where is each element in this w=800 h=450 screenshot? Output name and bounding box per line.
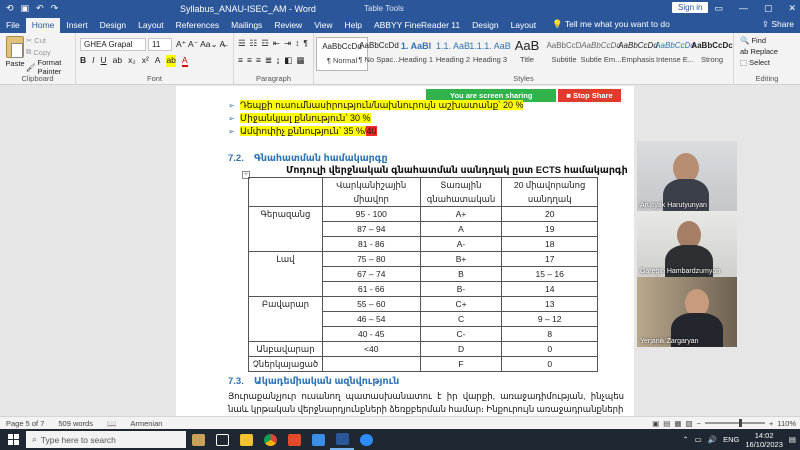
align-right-icon[interactable]: ≡ (255, 55, 261, 65)
style-heading-3[interactable]: 1.1.1. AaB Heading 3 (469, 41, 511, 64)
word-icon[interactable] (330, 429, 354, 450)
input-language[interactable]: ENG (723, 435, 740, 444)
tray-expand-icon[interactable]: ⌃ (682, 435, 689, 444)
share-button[interactable]: ⇪ Share (761, 19, 794, 29)
title-bar (0, 0, 800, 17)
grade-label-cell: Լավ (249, 252, 323, 297)
shading-icon[interactable]: ◧ (284, 55, 293, 65)
find-button[interactable]: 🔍 Find (740, 36, 767, 45)
participant-name: Garegin Hambardzumyan (640, 268, 721, 275)
paragraph-group (234, 33, 314, 85)
format-painter-button[interactable]: 🖌 Format Painter (26, 58, 62, 76)
search-icon: ⌕ (32, 434, 37, 444)
styles-group (314, 33, 734, 85)
share-icon: ⇪ (761, 19, 772, 29)
font-color-icon[interactable]: A (181, 55, 188, 65)
grade-label-cell: Անբավարար (249, 342, 323, 357)
participant-name: Arusyak Harutyunyan (640, 202, 707, 209)
document-page[interactable] (176, 86, 634, 416)
font-family-select[interactable]: GHEA Grapal (80, 38, 146, 51)
table-cell: C- (420, 327, 502, 342)
style-strong[interactable]: AaBbCcDc Strong (691, 41, 733, 64)
participant-video[interactable] (637, 211, 737, 277)
table-caption: Մոդուլի վերջնական գնահատման սանդղակ ըստ ECTS համակարգի (286, 165, 628, 176)
focus-icon[interactable]: ▣ (652, 418, 660, 428)
table-row (249, 207, 598, 222)
table-header-row (249, 178, 598, 207)
media-app-icon[interactable] (282, 429, 306, 450)
table-cell: B (420, 267, 502, 282)
replace-icon: ab (740, 47, 751, 56)
justify-icon[interactable]: ≣ (264, 55, 273, 65)
style-title[interactable]: AaB Title (514, 38, 540, 64)
decrease-indent-icon[interactable]: ⇤ (272, 38, 280, 48)
style-intense-emphasis[interactable]: AaBbCcDd Intense E... (655, 41, 695, 64)
tab-view[interactable]: View (314, 20, 333, 30)
body-paragraph: Յուրաքանչյուր ուսանող պատասխանատու է իր վարքի, առաջադիմության, ինչպես նաև կրթական վերջնարդյունքների ձեռքբերման համար։ Ինքուրույն առաջադրանքների (228, 391, 624, 414)
table-cell: 87 – 94 (322, 222, 420, 237)
font-group (76, 33, 234, 85)
zoom-out-icon[interactable]: − (696, 418, 701, 428)
table-cell: 0 (502, 342, 598, 357)
bullet-icon: ➢ (228, 114, 235, 123)
taskbar-search[interactable]: ⌕ Type here to search (26, 431, 186, 448)
tell-me-search[interactable]: 💡 Tell me what you want to do (552, 19, 670, 29)
window-controls (714, 3, 796, 14)
task-view-icon[interactable] (210, 429, 234, 450)
increase-indent-icon[interactable]: ⇥ (284, 38, 292, 48)
tab-insert[interactable]: Insert (66, 20, 88, 30)
table-cell: A+ (420, 207, 502, 222)
paragraph-row-2 (238, 55, 304, 66)
table-cell: <40 (322, 342, 420, 357)
section-heading: 7.2. Գնահատման համակարգը (228, 153, 388, 164)
align-center-icon[interactable]: ≡ (246, 55, 252, 65)
notifications-icon[interactable]: ▤ (788, 435, 796, 444)
sort-icon[interactable]: ↕ (295, 38, 300, 48)
table-cell: 40 - 45 (322, 327, 420, 342)
style-normal[interactable]: AaBbCcDd ¶ Normal (316, 37, 368, 71)
table-cell: B- (420, 282, 502, 297)
context-tab-label: Table Tools (364, 4, 404, 13)
style-no-spacing[interactable]: AaBbCcDd ¶ No Spac... (358, 41, 400, 64)
strikethrough-icon[interactable]: ab (112, 55, 123, 65)
superscript-icon[interactable]: x² (141, 55, 149, 65)
table-cell: 8 (502, 327, 598, 342)
editing-label: Editing (755, 74, 779, 83)
zoom-slider[interactable] (705, 422, 765, 424)
table-cell: 55 – 60 (322, 297, 420, 312)
align-left-icon[interactable]: ≡ (238, 55, 243, 65)
participant-video[interactable] (637, 141, 737, 211)
document-area (0, 86, 800, 416)
screen-share-status: You are screen sharing (426, 89, 556, 102)
tab-home[interactable]: Home (26, 18, 61, 33)
subscript-icon[interactable]: x₂ (128, 55, 136, 65)
zoom-in-icon[interactable]: + (768, 418, 774, 428)
cut-button[interactable]: ✂ Cut (26, 36, 46, 45)
table-cell: 20 (502, 207, 598, 222)
style-heading-2[interactable]: 1.1. AaB Heading 2 (435, 41, 471, 64)
proofing-icon[interactable]: 📖 (106, 418, 117, 428)
participant-name: Yerjanik Zargaryan (640, 338, 699, 345)
table-cell: D (420, 342, 502, 357)
line-spacing-icon[interactable]: ↨ (276, 55, 281, 65)
clipboard-icon (6, 36, 24, 58)
grade-label-cell: Բավարար (249, 297, 323, 342)
font-format-row (80, 55, 188, 67)
window-title: Syllabus_ANAU-ISEC_AM - Word (180, 3, 316, 14)
participant-video[interactable] (637, 277, 737, 347)
tab-mailings[interactable]: Mailings (231, 20, 263, 30)
editing-group (734, 33, 800, 85)
stop-icon: ■ (566, 91, 574, 100)
page-count[interactable]: Page 5 of 7 (6, 418, 45, 428)
brush-icon: 🖌 (26, 62, 36, 72)
maximize-icon[interactable]: ▢ (763, 3, 773, 13)
file-explorer-icon[interactable] (234, 429, 258, 450)
zoom-app-icon[interactable] (354, 429, 378, 450)
network-icon[interactable]: ▭ (694, 435, 702, 444)
multilevel-icon[interactable]: ☲ (261, 38, 269, 48)
style-emphasis[interactable]: AaBbCcDd Emphasis (618, 41, 658, 64)
read-mode-icon[interactable]: ▤ (663, 418, 671, 428)
table-cell: C+ (420, 297, 502, 312)
borders-icon[interactable]: ▦ (296, 55, 305, 65)
highlight-icon[interactable]: ab (166, 55, 176, 65)
style-heading-1[interactable]: 1. AaBl Heading 1 (398, 41, 434, 64)
tab-design[interactable]: Design (99, 20, 127, 30)
grade-label-cell: Չներկայացած (249, 357, 323, 372)
bullets-icon[interactable]: ☰ (238, 38, 246, 48)
table-cell: 95 - 100 (322, 207, 420, 222)
numbering-icon[interactable]: ☷ (249, 38, 258, 48)
paste-button[interactable]: Paste (4, 36, 26, 68)
table-cell: A- (420, 237, 502, 252)
style-subtle-emphasis[interactable]: AaBbCcDd Subtle Em... (580, 41, 622, 64)
font-label: Font (146, 74, 162, 83)
save-icon[interactable]: ▣ (20, 3, 30, 13)
bullet-icon: ➢ (228, 101, 235, 110)
zoom-level[interactable]: 110% (777, 418, 796, 428)
paragraph-label: Paragraph (255, 74, 292, 83)
bullet-item: ➢ Ամփոփիչ քննություն՝ 35 %/40 (228, 126, 377, 136)
bold-icon[interactable]: B (80, 55, 87, 65)
table-header-cell (249, 178, 323, 207)
status-bar (0, 416, 800, 429)
table-cell: A (420, 222, 502, 237)
text-effects-icon[interactable]: A (154, 55, 161, 65)
table-cell: 61 - 66 (322, 282, 420, 297)
search-icon: 🔍 (740, 36, 752, 45)
table-row (249, 252, 598, 267)
table-cell: B+ (420, 252, 502, 267)
table-cell: 14 (502, 282, 598, 297)
system-tray (682, 431, 796, 449)
table-cell: 19 (502, 222, 598, 237)
paragraph-row-1 (238, 38, 308, 49)
table-move-handle-icon[interactable]: + (242, 171, 250, 179)
select-button[interactable]: ⬚ Select (740, 58, 771, 67)
tab-review[interactable]: Review (274, 20, 303, 30)
table-cell: F (420, 357, 502, 372)
tab-table-layout[interactable]: Layout (510, 20, 537, 30)
copy-button[interactable]: ⧉ Copy (26, 47, 51, 57)
tab-table-design[interactable]: Design (472, 20, 499, 30)
undo-icon[interactable]: ↶ (36, 3, 44, 13)
table-cell: 46 – 54 (322, 312, 420, 327)
web-layout-icon[interactable]: ▧ (685, 418, 693, 428)
bullet-icon: ➢ (228, 127, 235, 136)
table-header-cell: 20 միավորանոց սանդղակ (502, 178, 598, 207)
table-header-cell: Վարկանիշային միավոր (322, 178, 420, 207)
table-cell: 13 (502, 297, 598, 312)
tab-file[interactable]: File (6, 20, 20, 30)
close-icon[interactable]: ✕ (788, 3, 796, 13)
tab-help[interactable]: Help (344, 20, 362, 30)
autosave-icon[interactable]: ⟲ (6, 3, 14, 13)
clipboard-group (0, 33, 76, 85)
minimize-icon[interactable]: — (738, 3, 748, 13)
replace-button[interactable]: ab Replace (740, 47, 778, 56)
grading-table (248, 177, 598, 372)
clock[interactable]: 14:02 16/10/2023 (745, 430, 783, 449)
tab-references[interactable]: References (175, 20, 220, 30)
word-count[interactable]: 509 words (58, 418, 93, 428)
table-cell: C (420, 312, 502, 327)
table-row (249, 342, 598, 357)
select-icon: ⬚ (740, 58, 750, 67)
table-cell: 15 – 16 (502, 267, 598, 282)
pilcrow-icon[interactable]: ¶ (303, 38, 308, 48)
ribbon (0, 33, 800, 85)
table-row (249, 357, 598, 372)
copy-icon: ⧉ (26, 47, 32, 56)
sign-in-button[interactable]: Sign in (672, 2, 708, 13)
zoom-controls (652, 419, 796, 428)
quick-access-toolbar (0, 3, 58, 14)
scissors-icon: ✂ (26, 36, 33, 45)
stop-share-button[interactable]: ■ Stop Share (558, 89, 620, 102)
font-size-select[interactable]: 11 (148, 38, 172, 51)
font-size-icons[interactable]: A⁺ A⁻ Aa⌄ A̶ (176, 39, 226, 49)
table-cell: 67 – 74 (322, 267, 420, 282)
grade-label-cell: Գերազանց (249, 207, 323, 252)
table-cell: 9 – 12 (502, 312, 598, 327)
table-cell (322, 357, 420, 372)
clipboard-label: Clipboard (21, 74, 54, 83)
store-icon[interactable] (306, 429, 330, 450)
volume-icon[interactable]: 🔊 (707, 435, 718, 444)
chrome-icon[interactable] (258, 429, 282, 450)
bullet-item: ➢ Միջանկյալ քննություն՝ 30 % (228, 113, 371, 123)
bullet-item: ➢ Դեպքի ուսումնասիրություն/նախնուրույն աշխատանք՝ 20 % (228, 100, 524, 110)
table-row (249, 297, 598, 312)
tab-layout[interactable]: Layout (138, 20, 164, 30)
table-cell: 75 – 80 (322, 252, 420, 267)
table-cell: 17 (502, 252, 598, 267)
section-heading: 7.3. Ակադեմիական ազնվություն (228, 376, 400, 387)
lightbulb-icon: 💡 (552, 19, 565, 29)
underline-icon[interactable]: U (100, 55, 107, 65)
italic-icon[interactable]: I (92, 55, 95, 65)
table-cell: 18 (502, 237, 598, 252)
table-header-cell: Տառային գնահատական (420, 178, 502, 207)
taskbar-widget-icon[interactable] (186, 429, 210, 450)
windows-start-icon[interactable] (0, 429, 26, 450)
table-cell: 0 (502, 357, 598, 372)
table-cell: 81 - 86 (322, 237, 420, 252)
print-layout-icon[interactable]: ▦ (674, 418, 682, 428)
redo-icon[interactable]: ↷ (50, 3, 59, 13)
taskbar (0, 429, 800, 450)
language-indicator[interactable]: Armenian (130, 418, 163, 428)
ribbon-options-icon[interactable]: ▭ (714, 3, 723, 13)
tab-abbyy[interactable]: ABBYY FineReader 11 (373, 20, 461, 30)
styles-label: Styles (513, 74, 534, 83)
ribbon-tabs (0, 17, 800, 33)
style-subtitle[interactable]: AaBbCcD Subtitle (546, 41, 582, 64)
